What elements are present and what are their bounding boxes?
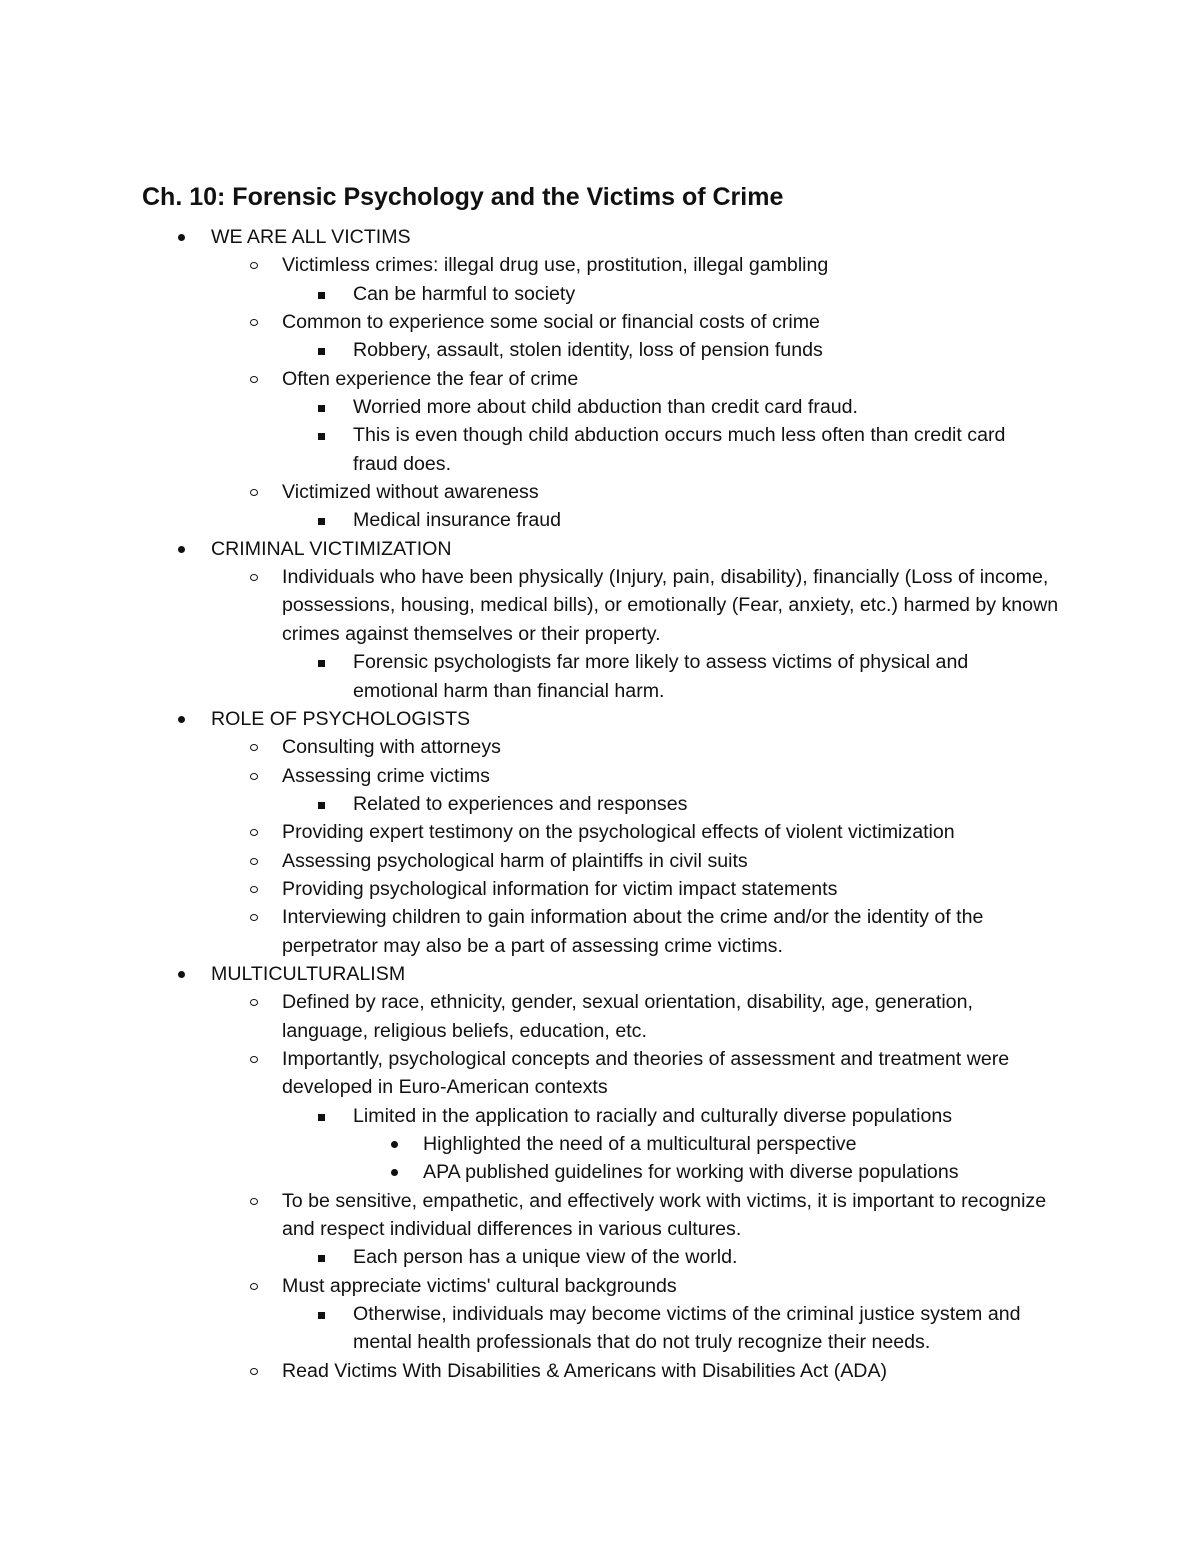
outline-item-text: Providing psychological information for victim impact statements xyxy=(282,877,838,900)
outline-item-level-3 xyxy=(0,1243,1200,1271)
outline-item-level-3 xyxy=(0,790,1200,818)
bullet-circle-icon xyxy=(248,762,262,790)
outline-item-level-2 xyxy=(0,988,1200,1045)
outline-item-text: Highlighted the need of a multicultural perspective xyxy=(423,1133,857,1155)
outline-item-text: ROLE OF PSYCHOLOGISTS xyxy=(211,707,471,730)
outline-item-text: Can be harmful to society xyxy=(353,282,576,305)
outline-item-text: MULTICULTURALISM xyxy=(211,962,406,985)
bullet-square-icon xyxy=(316,1300,330,1328)
bullet-square-icon xyxy=(316,421,330,449)
outline-item-text: Individuals who have been physically (Injury, pain, disability), financially (Loss of income, possessions, housing, medical bills), or emotionally (Fear, anxiety, etc.) harmed by known crimes against themselves or their property. xyxy=(282,566,1059,645)
outline-item-level-4 xyxy=(0,1130,1200,1158)
bullet-circle-icon xyxy=(248,847,262,875)
outline-item-level-2 xyxy=(0,251,1200,279)
bullet-circle-icon xyxy=(248,478,262,506)
bullet-circle-icon xyxy=(248,903,262,931)
bullet-circle-icon xyxy=(248,818,262,846)
outline-item-level-1 xyxy=(0,535,1200,563)
outline-item-text: Providing expert testimony on the psychological effects of violent victimization xyxy=(282,821,955,844)
bullet-circle-icon xyxy=(248,1045,262,1073)
bullet-circle-icon xyxy=(248,988,262,1016)
bullet-circle-icon xyxy=(248,733,262,761)
bullet-square-icon xyxy=(316,790,330,818)
outline-item-text: Assessing crime victims xyxy=(282,764,490,787)
outline-item-text: Forensic psychologists far more likely to assess victims of physical and emotional harm than financial harm. xyxy=(353,651,969,702)
outline-item-text: APA published guidelines for working with diverse populations xyxy=(423,1161,959,1184)
outline-item-level-4 xyxy=(0,1158,1200,1186)
outline-item-level-3 xyxy=(0,421,1200,478)
outline-item-text: Related to experiences and responses xyxy=(353,792,688,815)
outline-item-text: Victimized without awareness xyxy=(282,481,539,504)
outline-item-text: Common to experience some social or financial costs of crime xyxy=(282,311,820,334)
bullet-dot-icon xyxy=(175,960,189,988)
outline-item-text: Defined by race, ethnicity, gender, sexual orientation, disability, age, generation, language, religious beliefs, education, etc. xyxy=(282,991,973,1042)
outline-item-level-2 xyxy=(0,1045,1200,1102)
outline-item-level-2 xyxy=(0,1187,1200,1244)
bullet-square-icon xyxy=(316,1102,330,1130)
bullet-circle-icon xyxy=(248,1187,262,1215)
outline-item-level-3 xyxy=(0,648,1200,705)
outline-item-level-3 xyxy=(0,393,1200,421)
outline-item-text: This is even though child abduction occurs much less often than credit card fraud does. xyxy=(353,424,1006,475)
outline-item-text: Robbery, assault, stolen identity, loss of pension funds xyxy=(353,339,823,362)
bullet-square-icon xyxy=(316,648,330,676)
document-title: Ch. 10: Forensic Psychology and the Victims of Crime xyxy=(142,183,784,211)
outline-item-text: CRIMINAL VICTIMIZATION xyxy=(211,537,452,560)
outline-item-text: Importantly, psychological concepts and theories of assessment and treatment were developed in Euro-American contexts xyxy=(282,1047,1010,1099)
outline-item-level-1 xyxy=(0,223,1200,251)
bullet-dot-icon xyxy=(388,1130,402,1158)
outline-item-level-3 xyxy=(0,1300,1200,1357)
bullet-circle-icon xyxy=(248,563,262,591)
bullet-dot-icon xyxy=(175,535,189,563)
bullet-square-icon xyxy=(316,393,330,421)
outline-item-level-2 xyxy=(0,1272,1200,1300)
bullet-circle-icon xyxy=(248,1357,262,1385)
bullet-square-icon xyxy=(316,506,330,534)
bullet-square-icon xyxy=(316,1243,330,1271)
bullet-dot-icon xyxy=(175,223,189,251)
outline-item-level-1 xyxy=(0,705,1200,733)
bullet-dot-icon xyxy=(388,1158,402,1186)
outline-item-text: WE ARE ALL VICTIMS xyxy=(211,226,411,248)
outline-item-level-2 xyxy=(0,875,1200,903)
outline-item-level-2 xyxy=(0,903,1200,960)
outline-item-level-2 xyxy=(0,365,1200,393)
outline-item-level-3 xyxy=(0,336,1200,364)
outline-item-level-2 xyxy=(0,733,1200,761)
outline-item-level-2 xyxy=(0,847,1200,875)
outline-item-text: Worried more about child abduction than credit card fraud. xyxy=(353,396,858,419)
outline-item-level-3 xyxy=(0,1102,1200,1130)
outline-item-text: Read Victims With Disabilities & Americans with Disabilities Act (ADA) xyxy=(282,1359,888,1382)
bullet-square-icon xyxy=(316,280,330,308)
outline-item-text: Often experience the fear of crime xyxy=(282,367,579,390)
outline-item-level-1 xyxy=(0,960,1200,988)
outline-item-text: To be sensitive, empathetic, and effectively work with victims, it is important to recognize and respect individual differences in various cultures. xyxy=(282,1189,1047,1241)
outline-item-level-2 xyxy=(0,563,1200,648)
bullet-dot-icon xyxy=(175,705,189,733)
outline-item-level-2 xyxy=(0,1357,1200,1385)
outline-item-text: Medical insurance fraud xyxy=(353,509,562,532)
outline-item-text: Assessing psychological harm of plaintiffs in civil suits xyxy=(282,849,748,872)
outline-item-text: Interviewing children to gain information about the crime and/or the identity of the perpetrator may also be a part of assessing crime victims. xyxy=(282,906,984,957)
outline-item-text: Consulting with attorneys xyxy=(282,736,501,759)
bullet-circle-icon xyxy=(248,875,262,903)
outline-item-level-2 xyxy=(0,762,1200,790)
outline-list xyxy=(0,223,1200,1385)
outline-item-text: Otherwise, individuals may become victims of the criminal justice system and mental health professionals that do not truly recognize their needs. xyxy=(353,1303,1021,1354)
outline-item-text: Must appreciate victims' cultural backgrounds xyxy=(282,1274,677,1297)
bullet-circle-icon xyxy=(248,1272,262,1300)
outline-item-level-2 xyxy=(0,308,1200,336)
outline-item-level-2 xyxy=(0,818,1200,846)
outline-item-level-3 xyxy=(0,280,1200,308)
bullet-circle-icon xyxy=(248,308,262,336)
outline-item-text: Limited in the application to racially and culturally diverse populations xyxy=(353,1104,953,1127)
outline-item-text: Victimless crimes: illegal drug use, prostitution, illegal gambling xyxy=(282,254,829,277)
outline-item-text: Each person has a unique view of the world. xyxy=(353,1246,738,1269)
outline-item-level-2 xyxy=(0,478,1200,506)
bullet-circle-icon xyxy=(248,251,262,279)
bullet-circle-icon xyxy=(248,365,262,393)
bullet-square-icon xyxy=(316,336,330,364)
outline-item-level-3 xyxy=(0,506,1200,534)
